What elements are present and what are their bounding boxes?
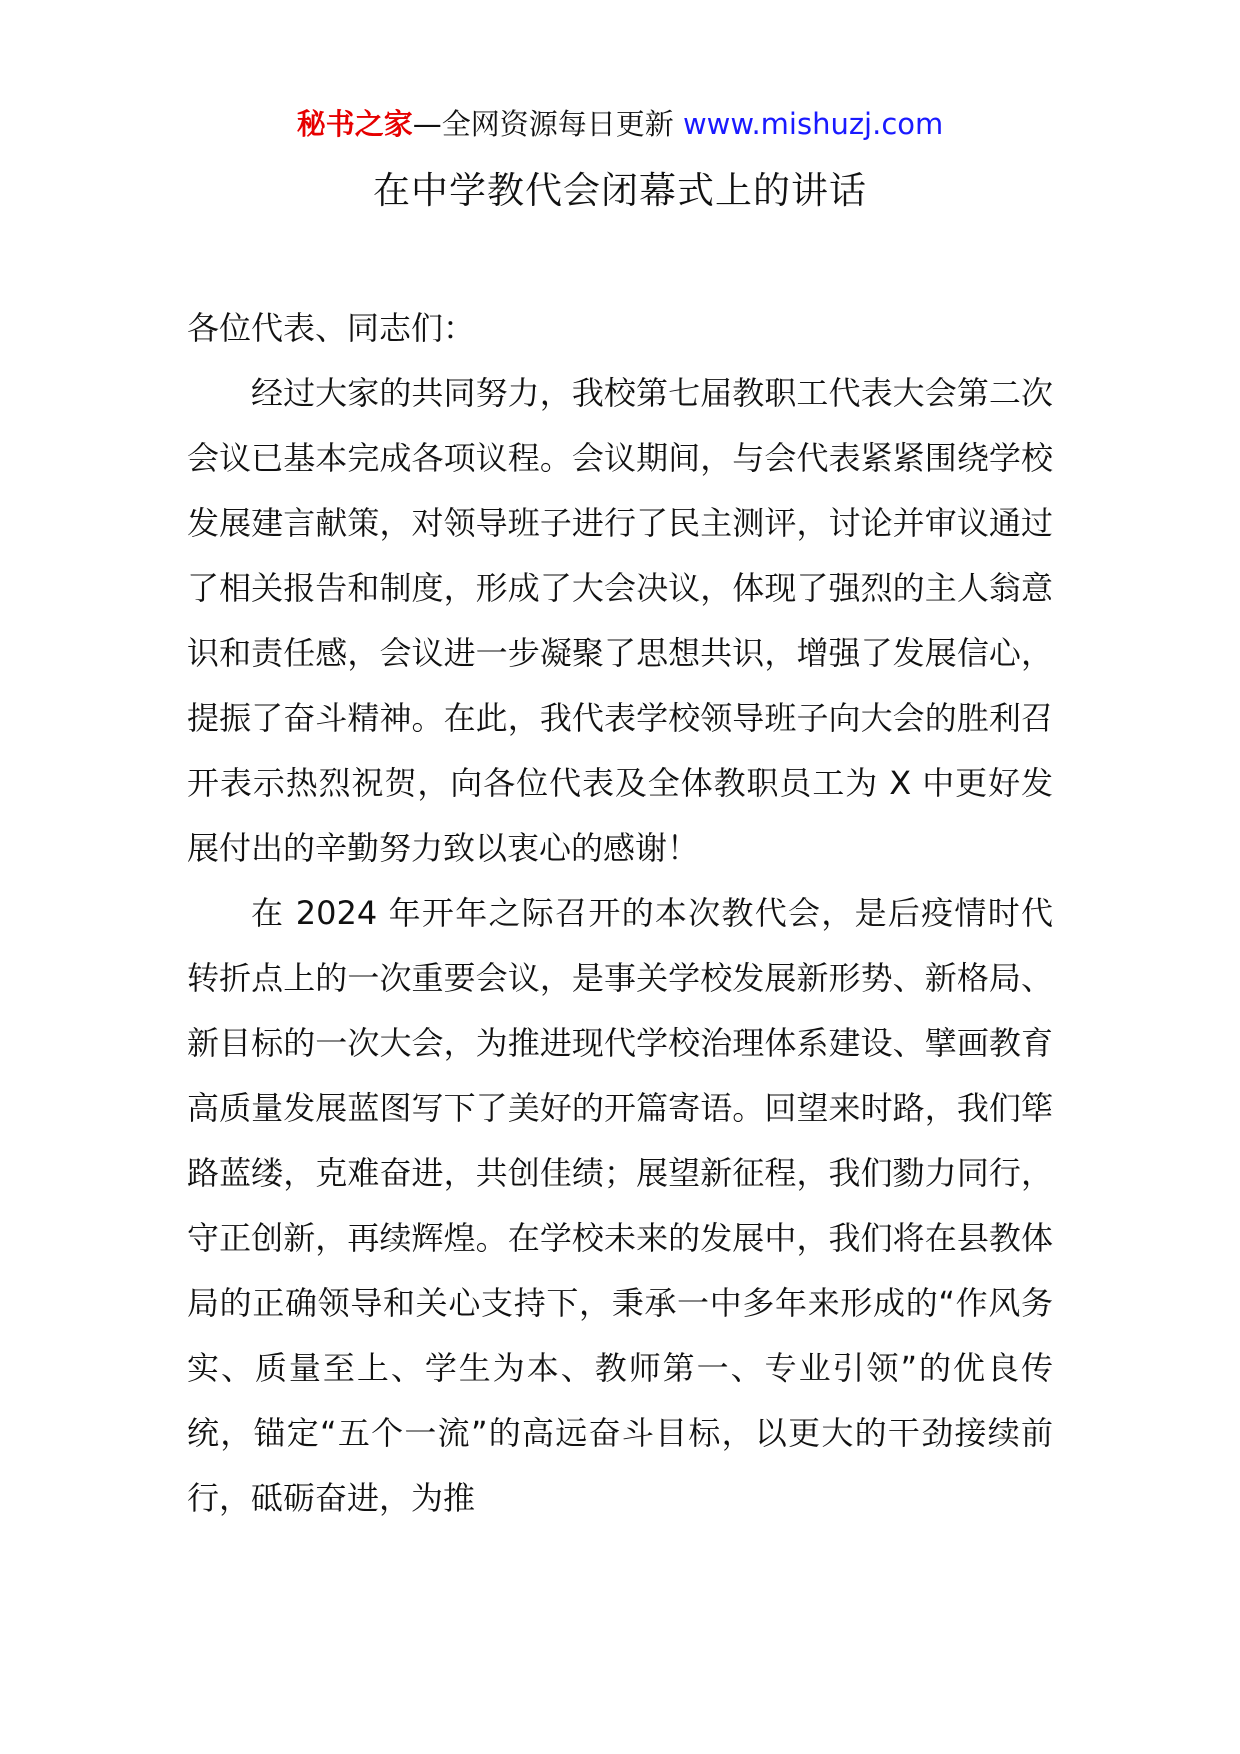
body-paragraph: 经过大家的共同努力，我校第七届教职工代表大会第二次会议已基本完成各项议程。会议期间，与会代表紧紧围绕学校发展建言献策，对领导班子进行了民主测评，讨论并审议通过了相关报告和制度，形成了大会决议，体现了强烈的主人翁意识和责任感，会议进一步凝聚了思想共识，增强了发展信心，提振了奋斗精神。在此，我代表学校领导班子向大会的胜利召开表示热烈祝贺，向各位代表及全体教职员工为 X 中更好发展付出的辛勤努力致以衷心的感谢！ — [187, 374, 1053, 867]
header-tagline: —全网资源每日更新 — [412, 107, 683, 141]
document-title: 在中学教代会闭幕式上的讲话 — [373, 169, 867, 212]
brand-name: 秘书之家 — [296, 107, 413, 141]
body-paragraph: 在 2024 年开年之际召开的本次教代会，是后疫情时代转折点上的一次重要会议，是事关学校发展新形势、新格局、新目标的一次大会，为推进现代学校治理体系建设、擘画教育高质量发展蓝图写下了美好的开篇寄语。回望来时路，我们筚路蓝缕，克难奋进，共创佳绩；展望新征程，我们勠力同行，守正创新，再续辉煌。在学校未来的发展中，我们将在县教体局的正确领导和关心支持下，秉承一中多年来形成的“作风务实、质量至上、学生为本、教师第一、专业引领”的优良传统，锚定“五个一流”的高远奋斗目标，以更大的干劲接续前行，砥砺奋进，为推 — [187, 894, 1053, 1517]
site-header — [0, 104, 1240, 144]
salutation: 各位代表、同志们： — [187, 309, 476, 347]
site-url-link[interactable]: www.mishuzj.com — [682, 107, 944, 141]
document-body — [187, 296, 1053, 1531]
